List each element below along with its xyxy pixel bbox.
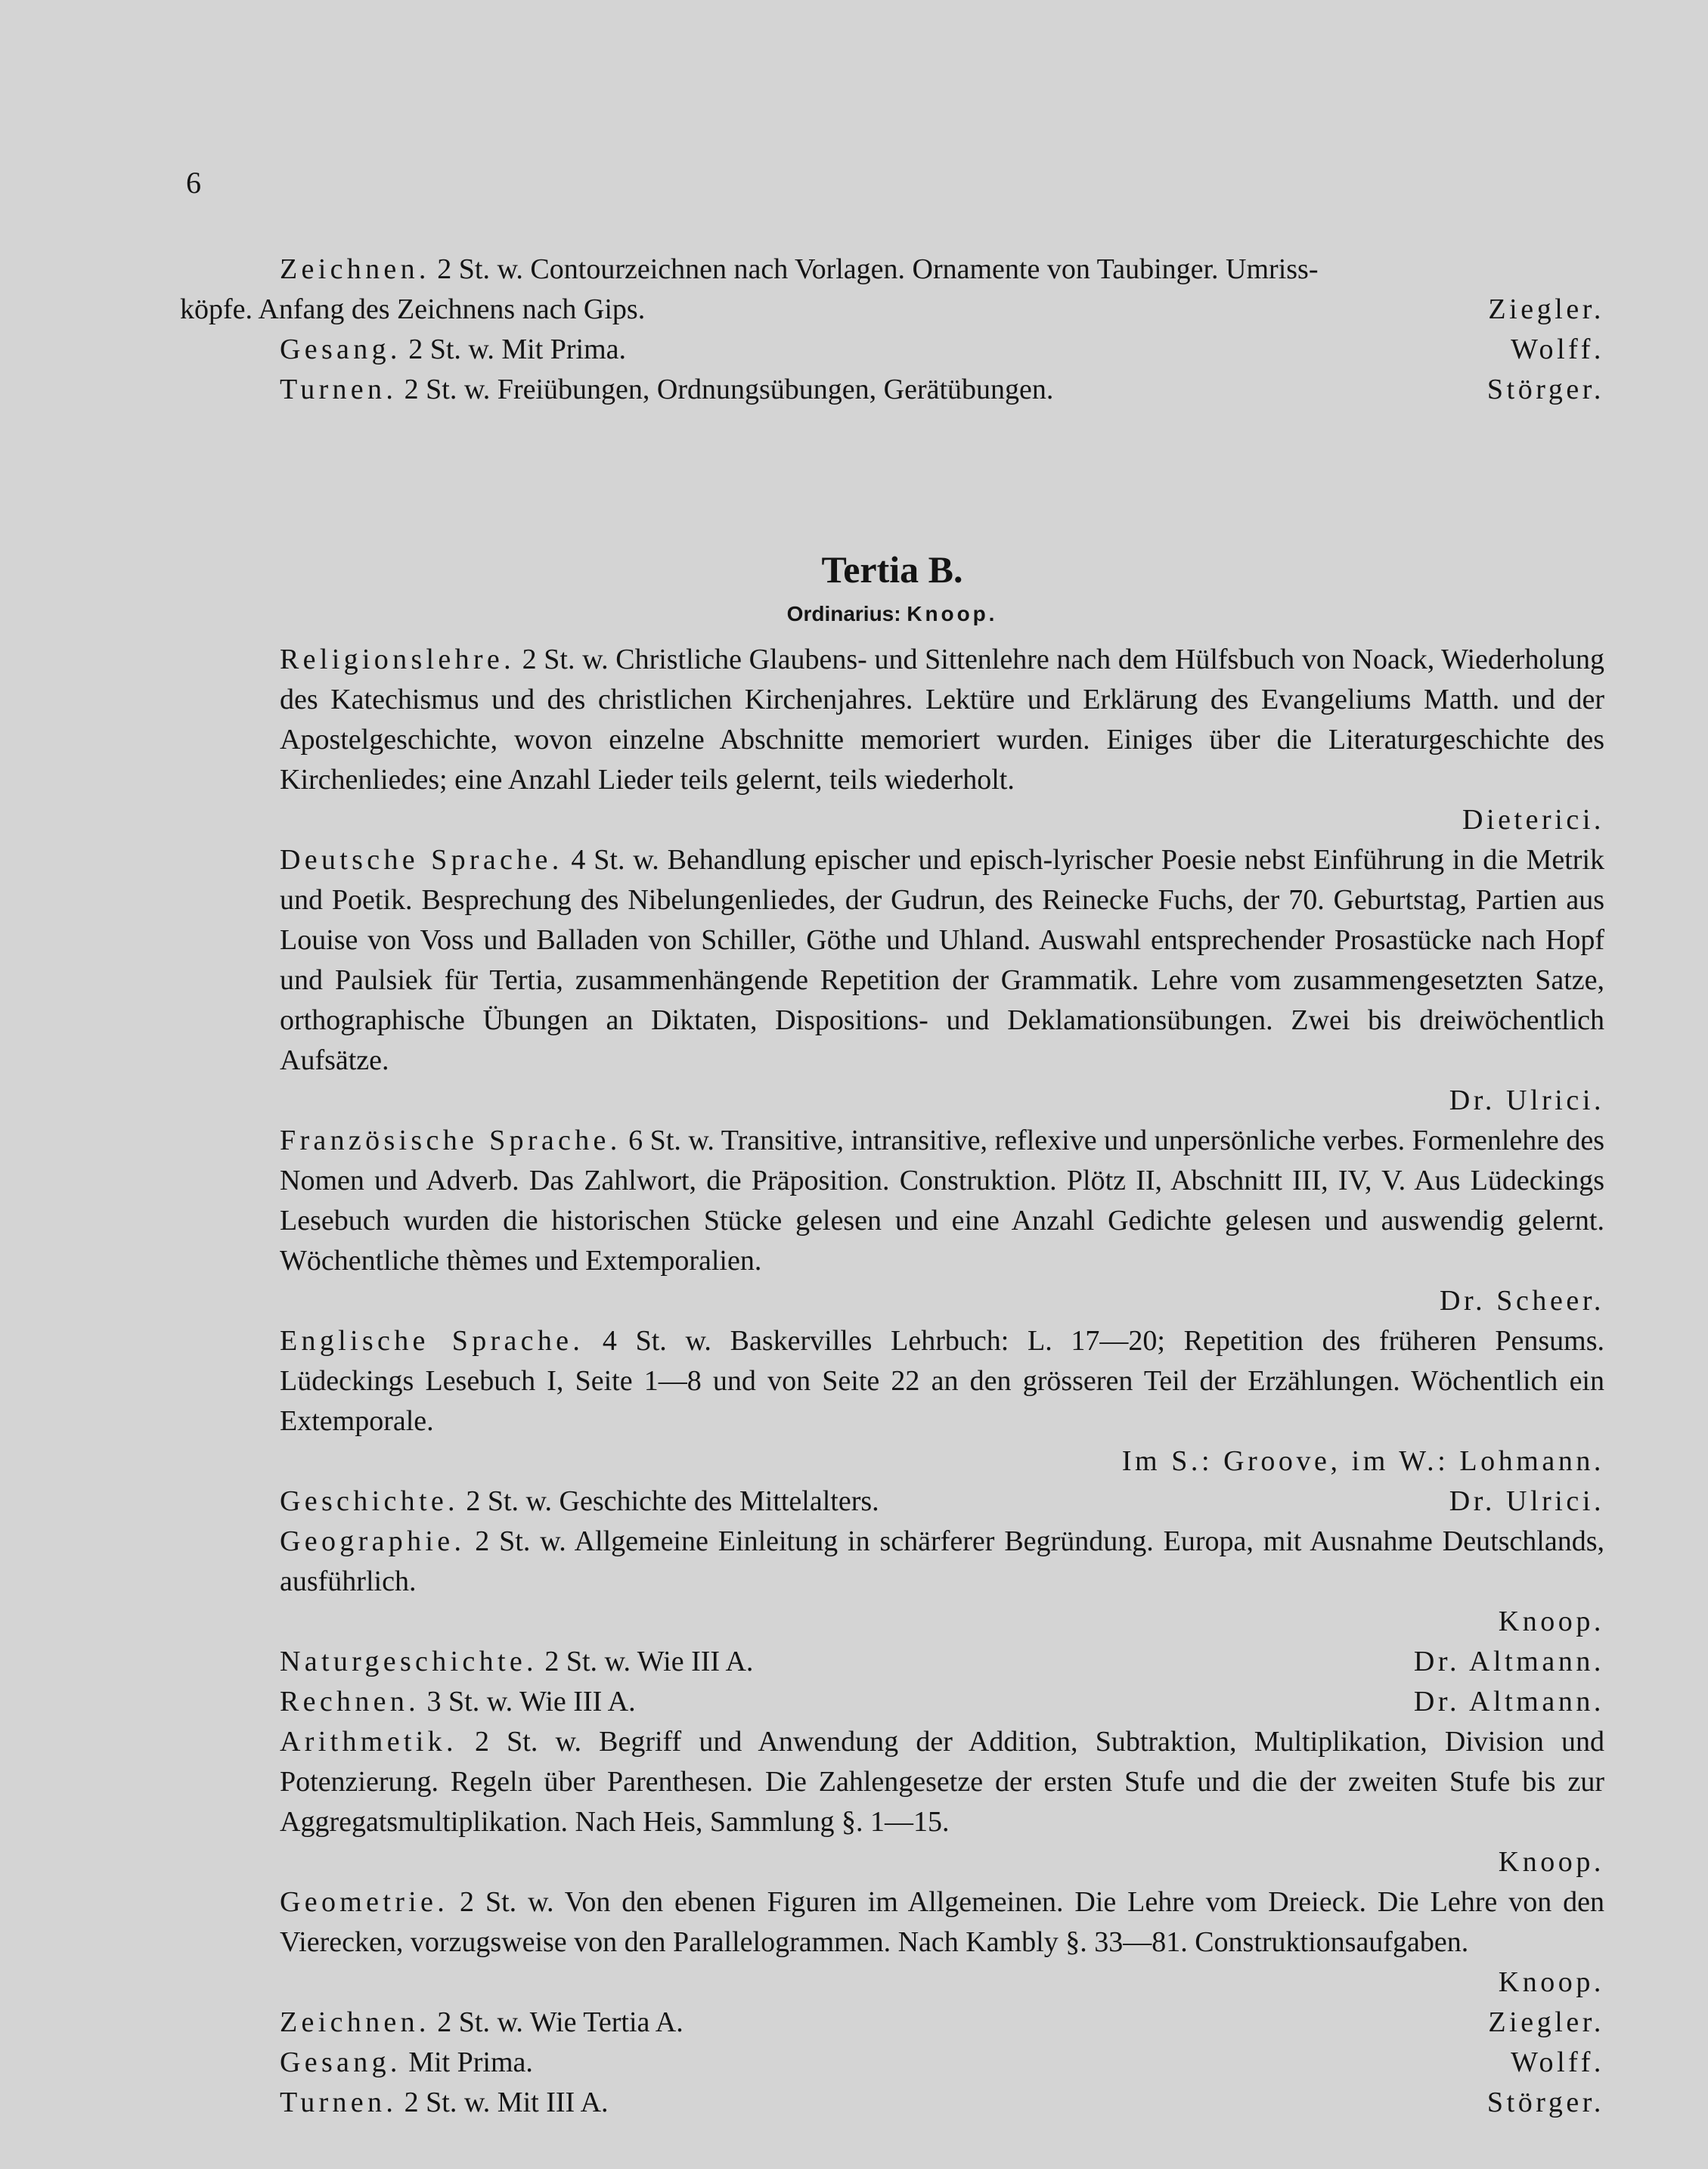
subject-label: Französische Sprache. — [280, 1125, 622, 1156]
teacher-name: Dr. Altmann. — [1413, 1646, 1604, 1677]
section-title: Tertia B. — [821, 548, 963, 591]
top-section — [180, 250, 1604, 410]
subject-label: Religionslehre. — [280, 644, 515, 675]
subject-label: Geometrie. — [280, 1886, 449, 1918]
ordinarius-line — [180, 596, 1604, 632]
entry-zeichnen-line2 — [180, 290, 1604, 330]
teacher-name: Wolff. — [1511, 2046, 1604, 2078]
entry-text: 2 St. w. Mit Prima. — [408, 334, 627, 365]
subject-label: Rechnen. — [280, 1686, 420, 1718]
page-number: 6 — [186, 166, 201, 200]
entry-text: 3 St. w. Wie III A. — [426, 1686, 636, 1718]
entry-zeichnen-line1 — [180, 250, 1604, 290]
teacher-name: Knoop. — [1498, 1846, 1604, 1878]
ordinarius-name: Knoop. — [907, 602, 998, 625]
teacher-name: Wolff. — [1511, 334, 1604, 365]
entry-naturgeschichte — [180, 1642, 1604, 1682]
main-section — [180, 543, 1604, 2123]
entry-geographie — [180, 1522, 1604, 1642]
subject-label: Zeichnen. — [280, 2006, 430, 2038]
entry-religion — [180, 640, 1604, 840]
entry-turnen — [180, 2083, 1604, 2123]
entry-text: 4 St. w. Behandlung epischer und episch-lyrischer Poesie nebst Einführung in die Metrik und Poetik. Besprechung des Nibelungenliedes, der Gudrun, des Reinecke Fuchs, der 70. Geburtstag, Partien aus Louise von Voss und Balladen von Schiller, Göthe und Uhland. Auswahl entsprechender Prosastücke nach Hopf und Paulsiek für Tertia, zusammenhängende Repetition der Grammatik. Lehre vom zusammengesetzten Satze, orthographische Übungen an Diktaten, Dispositions- und Deklamationsübungen. Zwei bis dreiwöchentlich Aufsätze. — [280, 844, 1605, 1076]
teacher-name: Dr. Ulrici. — [1449, 1084, 1604, 1116]
subject-label: Turnen. — [280, 2087, 398, 2118]
entry-turnen — [180, 370, 1604, 410]
entry-text: 2 St. w. Freiübungen, Ordnungsübungen, Gerätübungen. — [404, 374, 1054, 405]
teacher-name: Störger. — [1486, 374, 1604, 405]
entry-gesang — [180, 2043, 1604, 2083]
entry-geometrie — [180, 1882, 1604, 2003]
entry-zeichnen — [180, 2003, 1604, 2043]
subject-label: Geographie. — [280, 1525, 466, 1557]
entry-text: 2 St. w. Christliche Glaubens- und Sittenlehre nach dem Hülfsbuch von Noack, Wiederholung des Katechismus und des christlichen Kirchenjahres. Lektüre und Erklärung des Evangeliums Matth. und der Apostelgeschichte, wovon einzelne Abschnitte memoriert wurden. Einiges über die Literaturgeschichte des Kirchenliedes; eine Anzahl Lieder teils gelernt, teils wiederholt. — [280, 644, 1605, 796]
entry-text: 2 St. w. Mit III A. — [404, 2087, 609, 2118]
subject-label: Turnen. — [280, 374, 398, 405]
subject-label: Geschichte. — [280, 1485, 459, 1517]
teacher-name: Dr. Ulrici. — [1449, 1485, 1604, 1517]
entry-text: 2 St. w. Contourzeichnen nach Vorlagen. Ornamente von Taubinger. Umriss- — [437, 253, 1319, 285]
entry-englisch — [180, 1321, 1604, 1482]
entry-text: 2 St. w. Wie III A. — [544, 1646, 754, 1677]
subject-label: Zeichnen. — [280, 253, 430, 285]
entry-text: 6 St. w. Transitive, intransitive, reflexive und unpersönliche verbes. Formenlehre des Nomen und Adverb. Das Zahlwort, die Präposition. Construktion. Plötz II, Abschnitt III, IV, V. Aus Lüdeckings Lesebuch wurden die historischen Stücke gelesen und eine Anzahl Gedichte gelesen und auswendig gelernt. Wöchentliche thèmes und Extemporalien. — [280, 1125, 1605, 1277]
entry-text: köpfe. Anfang des Zeichnens nach Gips. — [180, 293, 646, 325]
entry-franzoesisch — [180, 1121, 1604, 1321]
entry-gesang — [180, 330, 1604, 370]
entry-text: Mit Prima. — [408, 2046, 533, 2078]
entry-rechnen — [180, 1682, 1604, 1722]
teacher-name: Knoop. — [1498, 1966, 1604, 1998]
teacher-name: Ziegler. — [1488, 293, 1604, 325]
subject-label: Arithmetik. — [280, 1726, 457, 1758]
subject-label: Naturgeschichte. — [280, 1646, 538, 1677]
entry-arithmetik — [180, 1722, 1604, 1882]
entry-text: 2 St. w. Von den ebenen Figuren im Allgemeinen. Die Lehre vom Dreieck. Die Lehre von den Vierecken, vorzugsweise von den Parallelogrammen. Nach Kambly §. 33—81. Construktionsaufgaben. — [280, 1886, 1604, 1958]
subject-label: Gesang. — [280, 2046, 401, 2078]
ordinarius-label: Ordinarius: — [786, 602, 901, 625]
entry-geschichte — [180, 1482, 1604, 1522]
teacher-name: Störger. — [1486, 2087, 1604, 2118]
entry-text: 2 St. w. Allgemeine Einleitung in schärferer Begründung. Europa, mit Ausnahme Deutschlands, ausführlich. — [280, 1525, 1604, 1597]
entry-deutsch — [180, 840, 1604, 1121]
teacher-name: Im S.: Groove, im W.: Lohmann. — [1121, 1445, 1604, 1477]
subject-label: Englische Sprache. — [280, 1325, 584, 1357]
teacher-name: Ziegler. — [1488, 2006, 1604, 2038]
teacher-name: Dr. Scheer. — [1440, 1285, 1604, 1317]
entry-text: 2 St. w. Begriff und Anwendung der Addition, Subtraktion, Multiplikation, Division und Potenzierung. Regeln über Parenthesen. Die Zahlengesetze der ersten Stufe und die der zweiten Stufe bis zur Aggregatsmultiplikation. Nach Heis, Sammlung §. 1—15. — [280, 1726, 1604, 1838]
entry-text: 2 St. w. Geschichte des Mittelalters. — [466, 1485, 879, 1517]
subject-label: Gesang. — [280, 334, 401, 365]
entry-text: 4 St. w. Baskervilles Lehrbuch: L. 17—20; Repetition des früheren Pensums. Lüdeckings Lesebuch I, Seite 1—8 und von Seite 22 an den grösseren Teil der Erzählungen. Wöchentlich ein Extemporale. — [280, 1325, 1605, 1437]
entry-text: 2 St. w. Wie Tertia A. — [437, 2006, 684, 2038]
teacher-name: Dieterici. — [1462, 804, 1604, 836]
teacher-name: Dr. Altmann. — [1413, 1686, 1604, 1718]
teacher-name: Knoop. — [1498, 1606, 1604, 1637]
subject-label: Deutsche Sprache. — [280, 844, 563, 876]
